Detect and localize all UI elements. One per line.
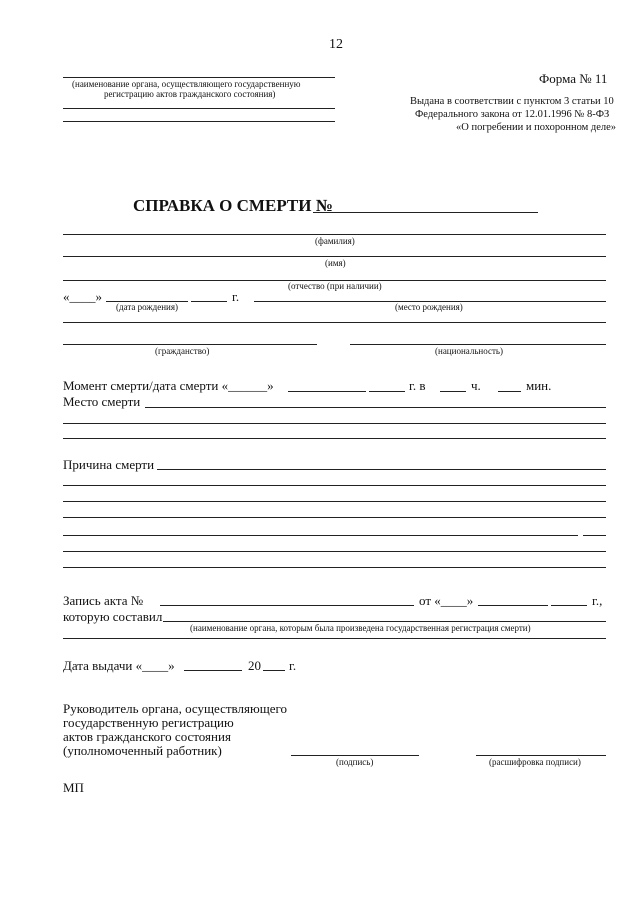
- citizenship-caption: (гражданство): [155, 346, 210, 356]
- issuer-extra-line-1[interactable]: [63, 108, 335, 109]
- death-cause-line-6[interactable]: [63, 551, 606, 552]
- legal-basis-line3: «О погребении и похоронном деле»: [456, 122, 617, 133]
- page-number: 12: [329, 37, 343, 52]
- death-place-field[interactable]: [145, 407, 606, 408]
- compiler-extra-line[interactable]: [63, 638, 606, 639]
- death-month-field[interactable]: [288, 391, 366, 392]
- death-cause-line-3[interactable]: [63, 501, 606, 502]
- act-year-suffix: г.,: [592, 593, 603, 608]
- form-number: Форма № 11: [539, 71, 608, 86]
- act-year-field[interactable]: [551, 605, 587, 606]
- certificate-title: СПРАВКА О СМЕРТИ №: [133, 196, 333, 215]
- birth-place-extra-line[interactable]: [63, 322, 606, 323]
- death-cause-label: Причина смерти: [63, 457, 155, 472]
- head-line-4: (уполномоченный работник): [63, 743, 222, 758]
- death-moment-label: Момент смерти/дата смерти «______»: [63, 378, 274, 393]
- patronymic-caption: (отчество (при наличии): [288, 281, 382, 291]
- death-cause-line-4[interactable]: [63, 517, 606, 518]
- issue-month-field[interactable]: [184, 670, 242, 671]
- birth-day-field[interactable]: «____»: [63, 289, 102, 304]
- compiler-caption: (наименование органа, которым была произведена государственная регистрация смерти): [190, 623, 531, 633]
- head-line-2: государственную регистрацию: [63, 715, 234, 730]
- signature-field[interactable]: [291, 755, 419, 756]
- signature-caption: (подпись): [336, 757, 374, 767]
- death-cause-field[interactable]: [157, 469, 606, 470]
- death-cause-line-5[interactable]: [63, 535, 578, 536]
- death-cause-line-5b[interactable]: [583, 535, 606, 536]
- birth-year-suffix: г.: [232, 289, 240, 304]
- act-month-field[interactable]: [478, 605, 548, 606]
- death-place-line-3[interactable]: [63, 438, 606, 439]
- act-record-label: Запись акта №: [63, 593, 144, 608]
- issue-year-field[interactable]: [263, 670, 285, 671]
- signature-decode-field[interactable]: [476, 755, 606, 756]
- death-place-label: Место смерти: [63, 394, 141, 409]
- death-year-field[interactable]: [369, 391, 405, 392]
- compiled-by-label: которую составил: [63, 609, 163, 624]
- death-hours-field[interactable]: [440, 391, 466, 392]
- death-cause-line-2[interactable]: [63, 485, 606, 486]
- name-caption: (имя): [325, 258, 346, 268]
- issue-year-prefix: 20: [248, 658, 261, 673]
- signature-decode-caption: (расшифровка подписи): [489, 757, 581, 767]
- death-place-line-2[interactable]: [63, 423, 606, 424]
- nationality-caption: (национальность): [435, 346, 503, 356]
- issue-year-suffix: г.: [289, 658, 297, 673]
- certificate-number-field[interactable]: [313, 212, 538, 213]
- nationality-field[interactable]: [350, 344, 606, 345]
- birth-place-caption: (место рождения): [395, 302, 463, 312]
- citizenship-field[interactable]: [63, 344, 317, 345]
- act-from-label: от «____»: [419, 593, 474, 608]
- issue-date-label: Дата выдачи «____»: [63, 658, 175, 673]
- issuer-caption-line2: регистрацию актов гражданского состояния): [104, 89, 276, 99]
- death-cause-line-7[interactable]: [63, 567, 606, 568]
- issuer-name-line[interactable]: [63, 77, 335, 78]
- head-line-1: Руководитель органа, осуществляющего: [63, 701, 287, 716]
- compiler-field[interactable]: [163, 621, 606, 622]
- stamp-label: МП: [63, 780, 84, 795]
- act-record-number-field[interactable]: [160, 605, 414, 606]
- head-line-3: актов гражданского состояния: [63, 729, 231, 744]
- surname-field[interactable]: [63, 234, 606, 235]
- legal-basis-line2: Федерального закона от 12.01.1996 № 8-ФЗ: [415, 109, 610, 120]
- hours-label: ч.: [471, 378, 481, 393]
- name-field[interactable]: [63, 256, 606, 257]
- issuer-caption-line1: (наименование органа, осуществляющего государственную: [72, 79, 301, 89]
- surname-caption: (фамилия): [315, 236, 355, 246]
- issuer-extra-line-2[interactable]: [63, 121, 335, 122]
- birth-year-field[interactable]: [191, 301, 227, 302]
- legal-basis-line1: Выдана в соответствии с пунктом 3 статьи 10: [410, 96, 614, 107]
- minutes-label: мин.: [526, 378, 552, 393]
- birth-date-caption: (дата рождения): [116, 302, 178, 312]
- death-minutes-field[interactable]: [498, 391, 521, 392]
- death-year-suffix: г. в: [409, 378, 426, 393]
